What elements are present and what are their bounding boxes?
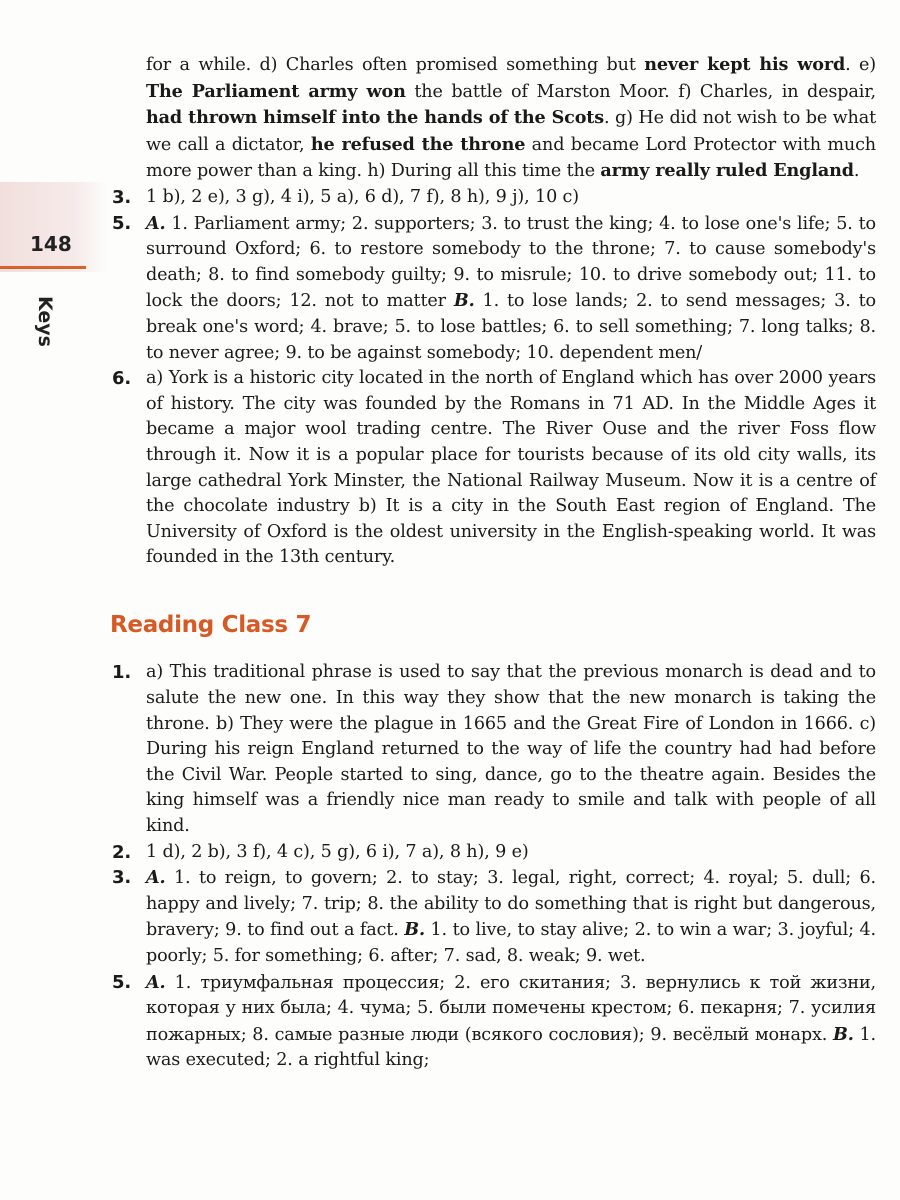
- text-run: .: [853, 161, 860, 182]
- continued-answer-paragraph: [110, 52, 876, 185]
- answer-item: [110, 865, 876, 969]
- part-a-marker: A.: [146, 867, 166, 889]
- item-number: 3.: [112, 186, 132, 208]
- item-text: 1. to lose lands; 2. to send messages; 3. to break one's word; 4. brave; 5. to lose battles; 6. to sell something; 7. long talks; 8. to never agree; 9. to be against somebody; 10. dependent men/: [146, 291, 876, 363]
- part-b-marker: B.: [404, 919, 425, 941]
- item-text: 1. to live, to stay alive; 2. to win a war; 3. joyful; 4. poorly; 5. for something; 6. after; 7. sad, 8. weak; 9. wet.: [146, 920, 876, 966]
- item-number: 5.: [112, 212, 132, 234]
- item-number: 3.: [112, 867, 132, 889]
- text-run: . e): [845, 55, 876, 75]
- item-text: 1. триумфальная процессия; 2. его скитания; 3. вернулись к той жизни, которая у них была; 4. чума; 5. были помечены крестом; 6. пекарня; 7. усилия пожарных; 8. самые разные люди (всякого сословия); 9. весёлый монарх.: [146, 972, 876, 1045]
- section-heading: Reading Class 7: [110, 611, 312, 638]
- answer-item: [110, 185, 876, 211]
- answer-keys-content: [110, 52, 876, 1074]
- item-text: 1. Parliament army; 2. supporters; 3. to trust the king; 4. to lose one's life; 5. to surround Oxford; 6. to restore somebody to the throne; 7. to cause somebody's death; 8. to find somebody guilty; 9. to misrule; 10. to drive somebody out; 11. to lock the doors; 12. not to matter: [146, 213, 876, 312]
- page-number-rule: [0, 266, 86, 269]
- item-text: 1 d), 2 b), 3 f), 4 c), 5 g), 6 i), 7 a), 8 h), 9 e): [146, 841, 529, 862]
- text-run: . g) He did not wish to be what we call a dictator,: [146, 108, 876, 155]
- answer-item: [110, 211, 876, 367]
- item-number: 1.: [112, 662, 132, 684]
- part-a-marker: A.: [146, 212, 166, 234]
- text-run: for a while. d) Charles often promised something but: [146, 55, 645, 75]
- item-text: 1 b), 2 e), 3 g), 4 i), 5 a), 6 d), 7 f), 8 h), 9 j), 10 c): [146, 186, 579, 207]
- page-side-tab: [0, 182, 108, 272]
- item-text: a) York is a historic city located in the north of England which has over 2000 years of history. The city was founded by the Romans in 71 AD. In the Middle Ages it became a major wool trading centre. The River Ouse and the river Foss flow through it. Now it is a popular place for tourists because of its old city walls, its large cathedral York Minster, the National Railway Museum. Now it is a centre of the chocolate industry b) It is a city in the South East region of England. The University of Oxford is the oldest university in the English-speaking world. It was founded in the 13th century.: [146, 368, 876, 568]
- bold-phrase: The Parliament army won: [146, 80, 406, 102]
- answer-item: [110, 660, 876, 839]
- part-a-marker: A.: [146, 971, 166, 993]
- item-text: 1. to reign, to govern; 2. to stay; 3. legal, right, correct; 4. royal; 5. dull; 6. happy and lively; 7. trip; 8. the ability to do something that is right but dangerous, bravery; 9. to find out a fact.: [146, 868, 876, 941]
- answer-item: [110, 970, 876, 1074]
- bold-phrase: he refused the throne: [310, 133, 526, 155]
- item-number: 5.: [112, 971, 132, 993]
- item-number: 2.: [112, 841, 132, 863]
- item-text: a) This traditional phrase is used to say that the previous monarch is dead and to salute the new one. In this way they show that the new monarch is taking the throne. b) They were the plague in 1665 and the Great Fire of London in 1666. c) During his reign England returned to the way of life the country had had before the Civil War. People started to sing, dance, go to the theatre again. Besides the king himself was a friendly nice man ready to smile and talk with people of all kind.: [146, 662, 876, 837]
- answer-item: [110, 366, 876, 571]
- bold-phrase: never kept his word: [644, 54, 846, 75]
- text-run: the battle of Marston Moor. f) Charles, in despair,: [405, 81, 876, 102]
- part-b-marker: B.: [832, 1023, 854, 1045]
- part-b-marker: B.: [453, 290, 475, 312]
- section-label: Keys: [34, 296, 56, 347]
- item-text: 1. was executed; 2. a rightful king;: [146, 1024, 876, 1071]
- item-number: 6.: [112, 368, 132, 390]
- page-number: 148: [30, 232, 72, 256]
- bold-phrase: army really ruled England: [600, 160, 854, 182]
- text-run: and became Lord Protector with much more power than a king. h) During all this time the: [146, 134, 876, 182]
- answer-item: [110, 840, 876, 866]
- bold-phrase: had thrown himself into the hands of the Scots: [146, 107, 605, 129]
